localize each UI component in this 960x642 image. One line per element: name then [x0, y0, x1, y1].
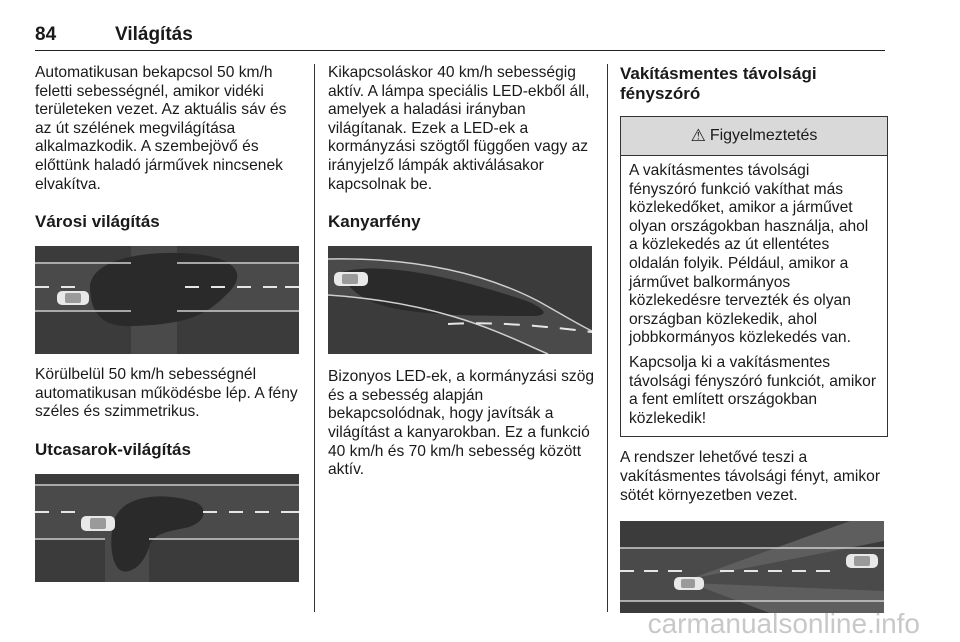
glare-free-text: A rendszer lehetővé teszi a vakításmentes távolsági fényt, amikor sötét környezetben vezet. [620, 449, 881, 504]
warning-body [621, 156, 887, 436]
heading-urban-lighting: Városi világítás [35, 212, 160, 232]
urban-lighting-text: Körülbelül 50 km/h sebességnél automatikusan működésbe lép. A fény széles és szimmetrikus. [35, 366, 298, 421]
curve-light-text: Bizonyos LED-ek, a kormányzási szög és a sebesség alapján bekapcsolódnak, hogy javítsák a világítást a kanyarokban. Ez a funkció 40 km/h és 70 km/h sebesség között aktív. [328, 368, 595, 479]
warning-header [621, 117, 887, 156]
page-header [35, 24, 885, 51]
column-1 [35, 64, 303, 582]
column-divider-2 [607, 64, 608, 612]
warning-text-1: A vakításmentes távolsági fényszóró funkció vakíthat más közlekedőket, amikor a járművet olyan országokban használja, ahol a közlekedés az út ellentétes oldalán folyik. Például, amikor a járművet balkormányos közlekedésre tervezték és olyan országban közlekedik, ahol jobbkormányos közlekedés van. [629, 162, 869, 347]
warning-text-2: Kapcsolja ki a vakításmentes távolsági fényszóró funkciót, amikor a fent említett országokban közlekedik! [629, 353, 877, 427]
urban-lighting-illustration [35, 246, 299, 354]
page-title: Világítás [115, 24, 193, 45]
warning-box [620, 116, 888, 437]
column-2 [328, 64, 596, 480]
column-divider-1 [314, 64, 315, 612]
heading-glare-free-high-beam: Vakításmentes távolsági fényszóró [620, 64, 817, 103]
page-number: 84 [35, 24, 57, 45]
intro-paragraph: Automatikusan bekapcsol 50 km/h feletti sebességnél, amikor vidéki területeken vezet. Az aktuális sáv és az út szélének megvilágítása alkalmazkodik. A szembejövő és előttünk haladó járművek nincsenek elvakítva. [35, 64, 287, 193]
deactivation-paragraph: Kikapcsoláskor 40 km/h sebességig aktív. A lámpa speciális LED-ekből áll, amelyek a haladási irányban világítanak. Ezek a LED-ek a kormányzási szögtől függően vagy az irányjelző lámpák aktiválásakor kapcsolnak be. [328, 64, 590, 193]
watermark: carmanualsonline.info [647, 608, 920, 639]
warning-title: Figyelmeztetés [709, 126, 818, 144]
heading-corner-lighting: Utcasarok-világítás [35, 439, 191, 459]
warning-triangle-icon: ⚠ [690, 125, 706, 145]
curve-light-illustration [328, 246, 592, 354]
heading-curve-light: Kanyarfény [328, 212, 421, 232]
column-3 [620, 64, 888, 613]
glare-free-high-beam-illustration [620, 521, 884, 613]
corner-lighting-illustration [35, 474, 299, 582]
